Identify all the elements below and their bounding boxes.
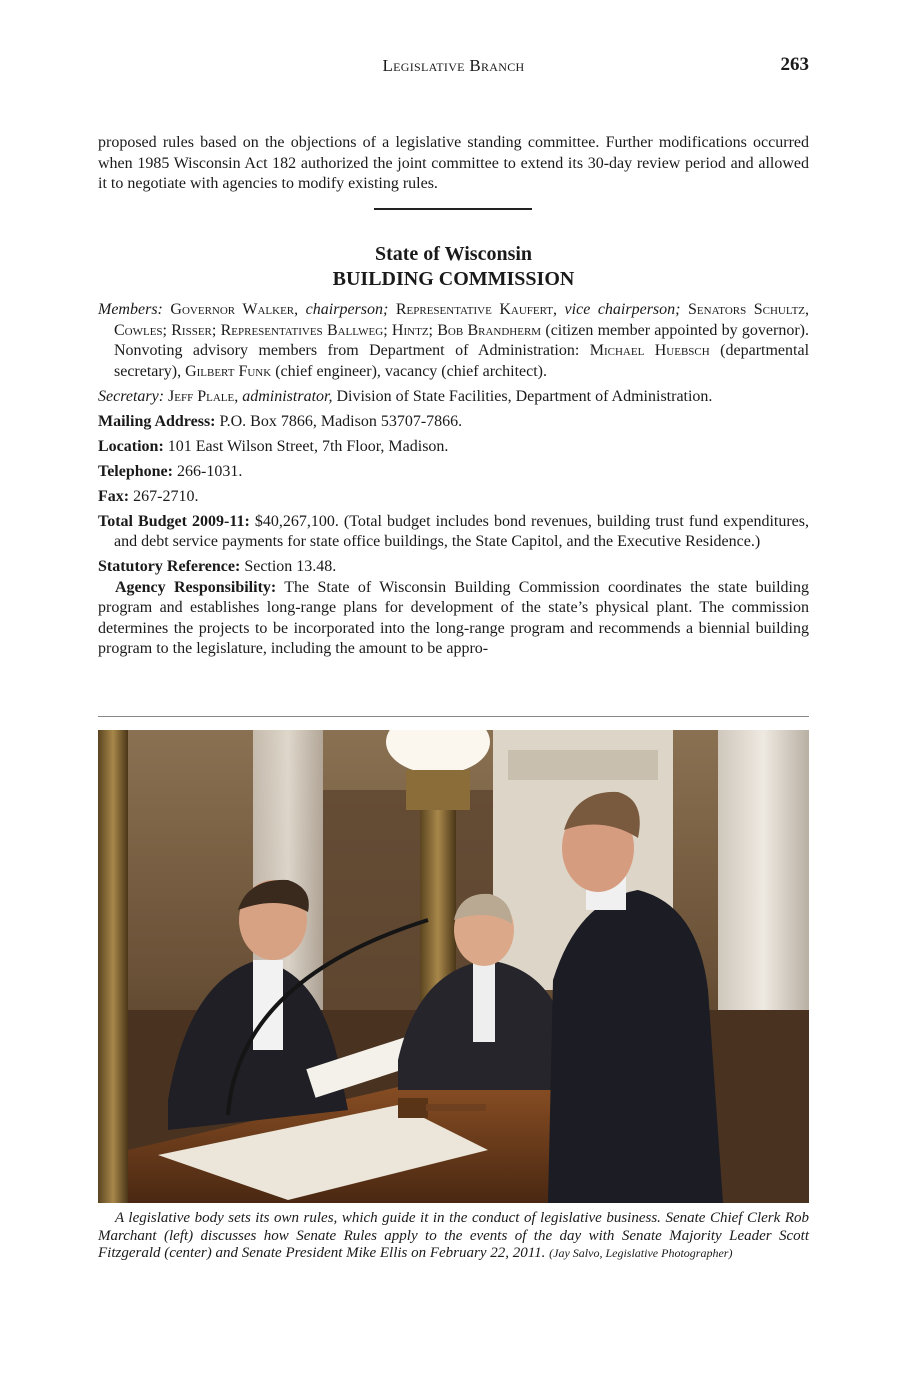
secretary-entry: Secretary: Jeff Plale, administrator, Division of State Facilities, Department of Administration. <box>98 387 713 405</box>
section-heading <box>98 242 809 292</box>
members-text-1: (citizen member appointed by governor). Nonvoting advisory members from Department of Administration: <box>114 321 809 359</box>
photo-caption <box>98 1210 809 1263</box>
location-label: Location: <box>98 437 164 455</box>
telephone-label: Telephone: <box>98 462 173 480</box>
page-number: 263 <box>780 54 809 75</box>
agency-paragraph <box>98 578 809 660</box>
agency-text: The State of Wisconsin Building Commission coordinates the state building program and establishes long-range plans for development of the state’s physical plant. The commission determines the projects to be incorporated into the long-range program and recommends a biennial building program to the legislature, including the amount to be appro- <box>98 578 809 657</box>
mailing-label: Mailing Address: <box>98 412 216 430</box>
senate-chamber-photo <box>98 730 809 1203</box>
member-chair-role: chairperson; <box>305 301 389 318</box>
members-text-3: (chief engineer), vacancy (chief architect). <box>275 362 548 380</box>
member-senators: Senators Schultz, Cowles; Risser; Representatives Ballweg; Hintz; Bob Brandherm <box>114 301 810 339</box>
member-vice-role: vice chairperson; <box>564 301 681 318</box>
photo-divider-rule <box>98 716 809 717</box>
secretary-label: Secretary: <box>98 387 165 405</box>
running-title: Legislative Branch <box>382 56 525 75</box>
photo-caption-text: A legislative body sets its own rules, which guide it in the conduct of legislative business. Senate Chief Clerk Rob Marchant (left) discusses how Senate Rules apply to the events of the day with Senate Majority Leader Scott Fitzgerald (center) and Senate President Mike Ellis on February 22, 2011. <box>98 1210 809 1261</box>
statutory-label: Statutory Reference: <box>98 558 241 575</box>
telephone-entry <box>98 462 809 483</box>
members-entry: Members: Governor Walker, chairperson; Representative Kaufert, vice chairperson; Senators Schultz, Cowles; Risser; Representatives Ballweg; Hintz; Bob Brandherm (citizen member appointed by governor). Nonvoting advisory members from Department of Administration: Michael Huebsch (departmental secretary), Gilbert Funk (chief engineer), vacancy (chief architect). <box>98 301 810 380</box>
location-entry <box>98 437 809 458</box>
budget-value: $40,267,100. (Total budget includes bond revenues, building trust fund expenditures, and debt service payments for state office buildings, the State Capitol, and the Executive Residence.) <box>114 512 810 550</box>
fax-value: 267-2710. <box>133 487 199 505</box>
member-kaufert: Representative Kaufert <box>395 301 554 318</box>
members-label: Members: <box>98 301 163 318</box>
statutory-value: Section 13.48. <box>244 558 337 575</box>
members-text-2: (departmental secretary), <box>114 342 810 380</box>
budget-entry <box>98 512 809 553</box>
telephone-value: 266-1031. <box>176 462 243 480</box>
member-governor: Governor Walker <box>170 301 295 318</box>
budget-label: Total Budget 2009-11: <box>98 512 250 530</box>
section-heading-line2: BUILDING COMMISSION <box>332 268 575 290</box>
statutory-entry <box>98 557 809 578</box>
mailing-value: P.O. Box 7866, Madison 53707-7866. <box>219 412 463 430</box>
fax-label: Fax: <box>98 487 130 505</box>
location-value: 101 East Wilson Street, 7th Floor, Madison. <box>167 437 449 455</box>
photo-credit: (Jay Salvo, Legislative Photographer) <box>549 1246 733 1260</box>
member-huebsch: Michael Huebsch <box>589 342 710 359</box>
intro-paragraph: proposed rules based on the objections of a legislative standing committee. Further modifications occurred when 1985 Wisconsin Act 182 authorized the joint committee to extend its 30-day review period and allowed it to negotiate with agencies to modify existing rules. <box>98 134 809 192</box>
section-divider-rule <box>374 208 532 210</box>
secretary-name: Jeff Plale <box>168 387 235 405</box>
secretary-role: administrator, <box>242 387 333 405</box>
secretary-rest: Division of State Facilities, Department of Administration. <box>336 387 713 405</box>
commission-entries <box>98 300 809 660</box>
mailing-entry <box>98 412 809 433</box>
fax-entry <box>98 487 809 508</box>
agency-label: Agency Responsibility: <box>115 578 277 596</box>
member-funk: Gilbert Funk <box>185 362 272 380</box>
running-header <box>98 56 809 80</box>
section-heading-line1: State of Wisconsin <box>374 243 533 265</box>
